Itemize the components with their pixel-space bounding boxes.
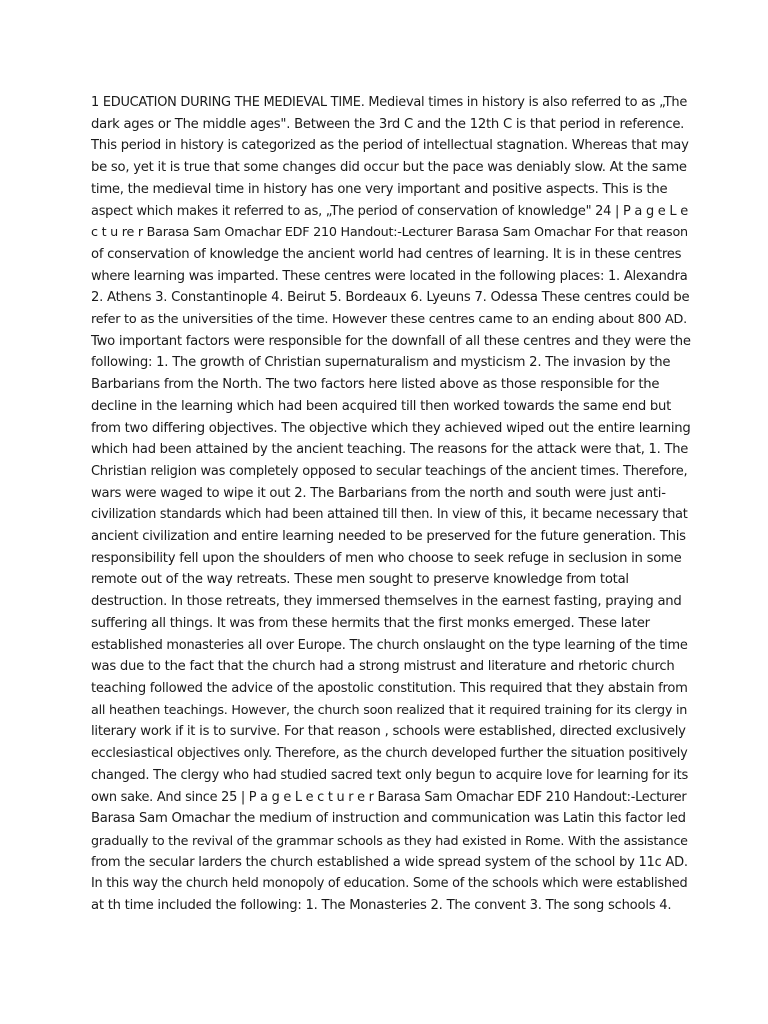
- text-line: from the secular larders the church established a wide spread system of the school by 11c AD.: [91, 854, 688, 870]
- text-line: ecclesiastical objectives only. Therefore, as the church developed further the situation positively: [91, 746, 688, 762]
- text-line: which had been attained by the ancient teaching. The reasons for the attack were that, 1. The: [91, 442, 689, 458]
- text-line: time, the medieval time in history has one very important and positive aspects. This is the: [91, 181, 668, 197]
- text-line: suffering all things. It was from these hermits that the first monks emerged. These later: [91, 615, 650, 631]
- text-line: aspect which makes it referred to as, „The period of conservation of knowledge" 24 | P a g e L e: [91, 203, 688, 219]
- text-line: changed. The clergy who had studied sacred text only begun to acquire love for learning for its: [91, 767, 689, 783]
- text-line: destruction. In those retreats, they immersed themselves in the earnest fasting, praying and: [91, 594, 682, 610]
- text-line: ancient civilization and entire learning needed to be preserved for the future generation. This: [91, 529, 686, 545]
- text-line: Two important factors were responsible for the downfall of all these centres and they were the: [91, 333, 691, 349]
- text-line: where learning was imparted. These centres were located in the following places: 1. Alexandra: [91, 268, 688, 284]
- text-line: teaching followed the advice of the apostolic constitution. This required that they abstain from: [91, 680, 688, 696]
- text-line: at th time included the following: 1. The Monasteries 2. The convent 3. The song schools 4.: [91, 898, 672, 914]
- text-line: remote out of the way retreats. These men sought to preserve knowledge from total: [91, 572, 629, 588]
- text-line: be so, yet it is true that some changes did occur but the pace was deniably slow. At the same: [91, 160, 687, 176]
- text-line: of conservation of knowledge the ancient world had centres of learning. It is in these centres: [91, 246, 682, 262]
- text-line: responsibility fell upon the shoulders of men who choose to seek refuge in seclusion in some: [91, 550, 682, 566]
- text-line: dark ages or The middle ages". Between the 3rd C and the 12th C is that period in reference.: [91, 116, 685, 132]
- text-line: wars were waged to wipe it out 2. The Barbarians from the north and south were just anti-: [91, 485, 666, 501]
- text-line: Barasa Sam Omachar the medium of instruction and communication was Latin this factor led: [91, 811, 686, 827]
- text-line: 1 EDUCATION DURING THE MEDIEVAL TIME. Medieval times in history is also referred to as „The: [91, 95, 688, 110]
- body-paragraph: [91, 92, 691, 917]
- text-line: civilization standards which had been attained till then. In view of this, it became necessary that: [91, 507, 688, 523]
- text-line: literary work if it is to survive. For that reason , schools were established, directed exclusively: [91, 724, 686, 740]
- text-line: This period in history is categorized as the period of intellectual stagnation. Whereas that may: [91, 138, 689, 154]
- text-line: c t u re r Barasa Sam Omachar EDF 210 Handout:-Lecturer Barasa Sam Omachar For that reason: [91, 225, 688, 241]
- text-line: In this way the church held monopoly of education. Some of the schools which were established: [91, 876, 688, 892]
- text-line: all heathen teachings. However, the church soon realized that it required training for its clergy in: [91, 702, 688, 718]
- text-line: from two differing objectives. The objective which they achieved wiped out the entire learning: [91, 420, 691, 436]
- text-line: following: 1. The growth of Christian supernaturalism and mysticism 2. The invasion by the: [91, 355, 671, 371]
- text-line: Barbarians from the North. The two factors here listed above as those responsible for the: [91, 377, 660, 393]
- text-line: own sake. And since 25 | P a g e L e c t u r e r Barasa Sam Omachar EDF 210 Handout:-Lecturer: [91, 789, 687, 805]
- text-line: 2. Athens 3. Constantinople 4. Beirut 5. Bordeaux 6. Lyeuns 7. Odessa These centres could be: [91, 290, 690, 306]
- text-line: Christian religion was completely opposed to secular teachings of the ancient times. Therefore,: [91, 463, 688, 479]
- text-line: was due to the fact that the church had a strong mistrust and literature and rhetoric church: [91, 659, 675, 675]
- text-line: gradually to the revival of the grammar schools as they had existed in Rome. With the assistance: [91, 832, 688, 848]
- text-line: decline in the learning which had been acquired till then worked towards the same end but: [91, 398, 672, 414]
- text-line: refer to as the universities of the time. However these centres came to an ending about 800 AD.: [91, 312, 687, 328]
- text-line: established monasteries all over Europe. The church onslaught on the type learning of the time: [91, 637, 688, 653]
